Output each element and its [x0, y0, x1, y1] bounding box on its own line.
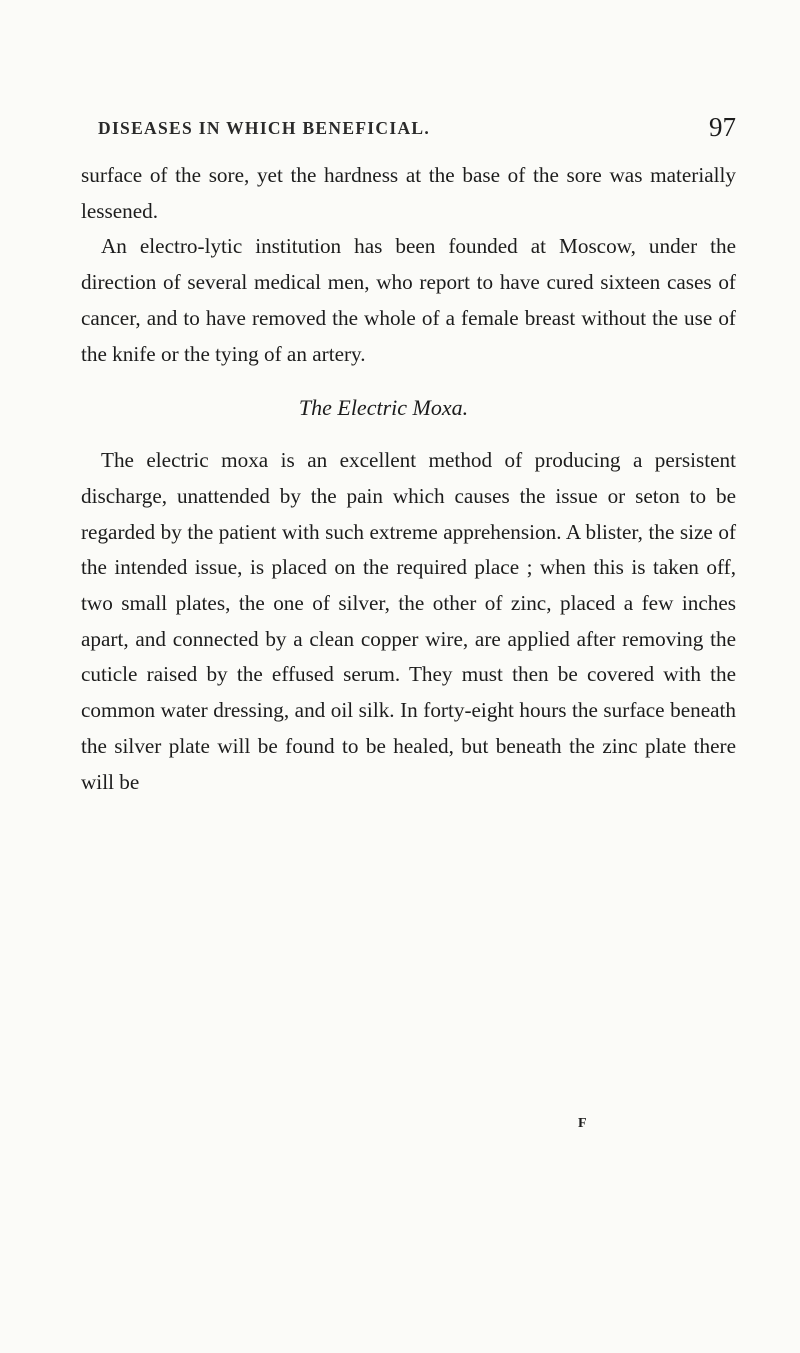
- paragraph-continued: surface of the sore, yet the hardness at the base of the sore was materially lessened.: [81, 163, 736, 223]
- running-head: [80, 112, 736, 148]
- running-title: DISEASES IN WHICH BENEFICIAL.: [98, 118, 431, 138]
- signature-mark: F: [578, 1116, 588, 1131]
- page-number: 97: [709, 112, 736, 142]
- paragraph-moscow-institution: An electro-lytic institution has been founded at Moscow, under the direction of several medical men, who report to have cured sixteen cases of cancer, and to have removed the whole of a female breast without the use of the knife or the tying of an artery.: [81, 234, 736, 366]
- paragraph-electric-moxa: The electric moxa is an excellent method of producing a persistent discharge, unattended by the pain which causes the issue or seton to be regarded by the patient with such extreme apprehension. A blister, the size of the intended issue, is placed on the required place ; when this is taken off, two small plates, the one of silver, the other of zinc, placed a few inches apart, and connected by a clean copper wire, are applied after removing the cuticle raised by the effused serum. They must then be covered with the common water dressing, and oil silk. In forty-eight hours the surface beneath the silver plate will be found to be healed, but beneath the zinc plate there will be: [81, 448, 736, 794]
- section-heading: The Electric Moxa.: [298, 395, 469, 421]
- body-text: [81, 158, 736, 800]
